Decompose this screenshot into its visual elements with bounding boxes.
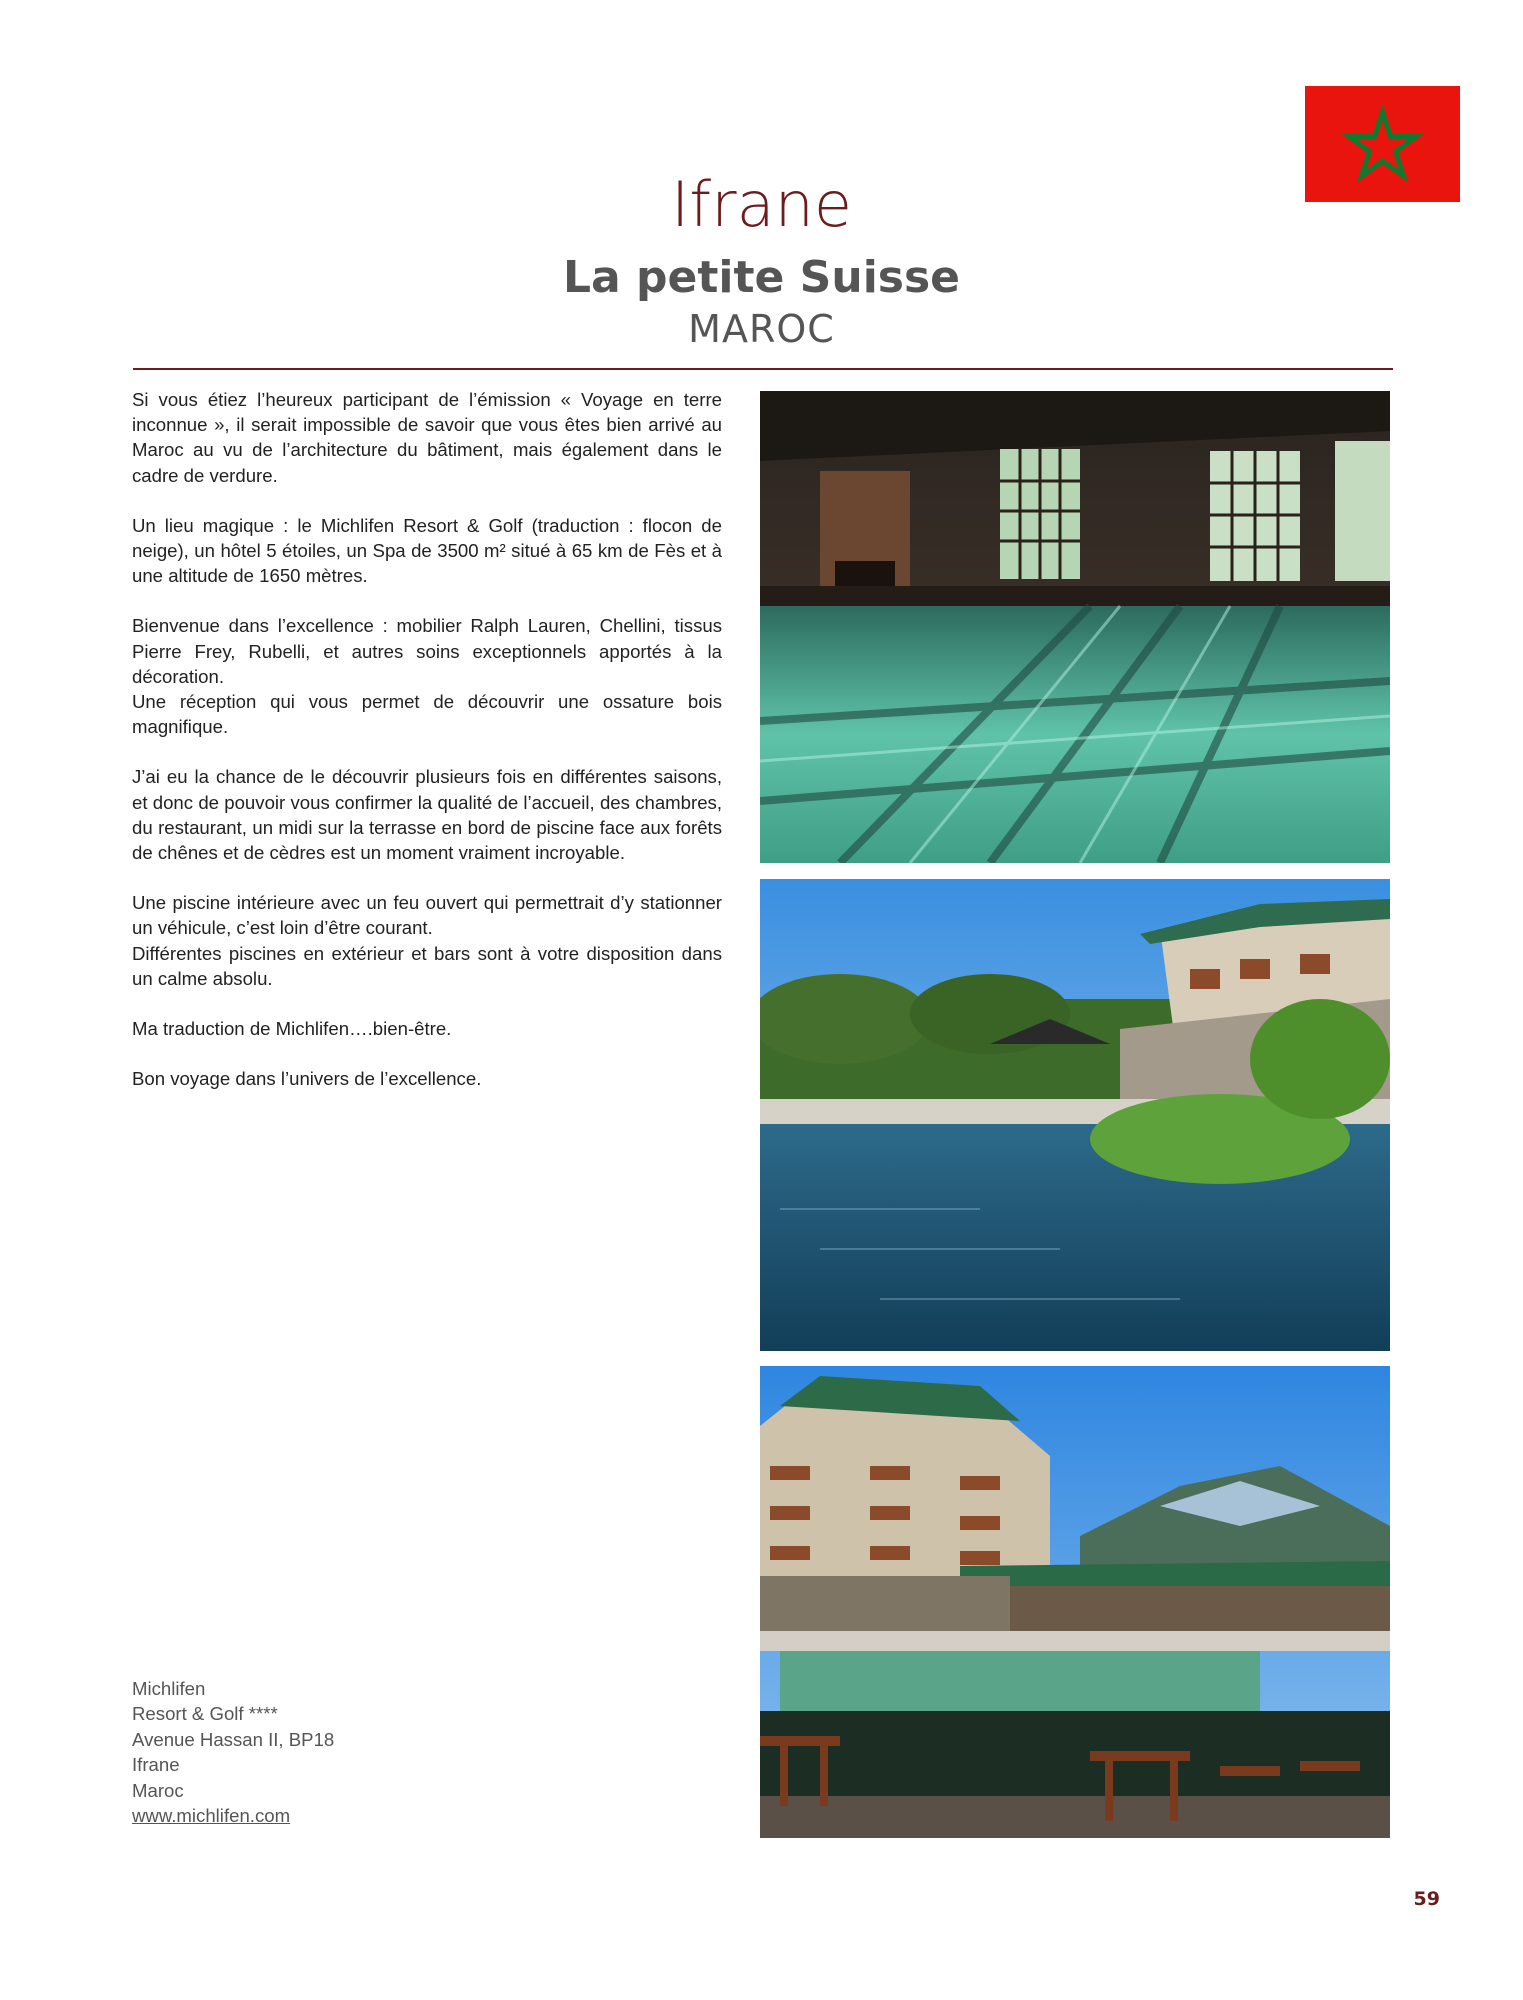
address-line: Ifrane <box>132 1754 180 1776</box>
header-divider <box>133 368 1393 370</box>
indoor-pool-photo <box>760 391 1390 863</box>
page-subtitle: La petite Suisse <box>562 252 960 303</box>
address-line: Maroc <box>132 1779 184 1801</box>
article-paragraph <box>132 513 722 589</box>
resort-pond-photo <box>760 879 1390 1351</box>
page-title: Ifrane <box>670 168 853 241</box>
address-line: Resort & Golf **** <box>132 1703 278 1725</box>
hotel-terrace-pool-photo <box>760 1366 1390 1838</box>
address-line: Michlifen <box>132 1678 206 1699</box>
website-link[interactable]: www.michlifen.com <box>132 1805 291 1827</box>
article-paragraph-text: Un lieu magique : le Michlifen Resort & Golf (traduction : flocon de neige), un hôtel 5 étoiles, un Spa de 3500 m² situé à 65 km de Fès et à une altitude de 1650 mètres. <box>132 514 722 587</box>
resort-address <box>132 1676 532 1828</box>
article-paragraph: J’ai eu la chance de le découvrir plusieurs fois en différentes saisons, et donc de pouvoir vous confirmer la qualité de l’accueil, des chambres, du restaurant, un midi sur la terrasse en bord de piscine face aux forêts de chênes et de cèdres est un moment vraiment incroyable. <box>132 766 722 864</box>
article-paragraph: Ma traduction de Michlifen….bien-être. <box>132 1018 452 1040</box>
article-body <box>132 387 722 1116</box>
page-number: 59 <box>1413 1888 1440 1910</box>
article-paragraph: Bon voyage dans l’univers de l’excellence. <box>132 1068 482 1090</box>
article-paragraph: Bienvenue dans l’excellence : mobilier Ralph Lauren, Chellini, tissus Pierre Frey, Rubelli, et autres soins exceptionnels apportés à la décoration. Une réception qui vous permet de découvrir une ossature bois magnifique. <box>132 615 722 738</box>
article-paragraph: Si vous étiez l’heureux participant de l’émission « Voyage en terre inconnue », il serait impossible de savoir que vous êtes bien arrivé au Maroc au vu de l’architecture du bâtiment, mais également dans le cadre de verdure. <box>132 389 722 486</box>
country-label: MAROC <box>688 307 835 351</box>
article-paragraph: Une piscine intérieure avec un feu ouvert qui permettrait d’y stationner un véhicule, c’est loin d’être courant. Différentes piscines en extérieur et bars sont à votre disposition dans un calme absolu. <box>132 892 722 989</box>
address-line: Avenue Hassan II, BP18 <box>132 1728 335 1750</box>
